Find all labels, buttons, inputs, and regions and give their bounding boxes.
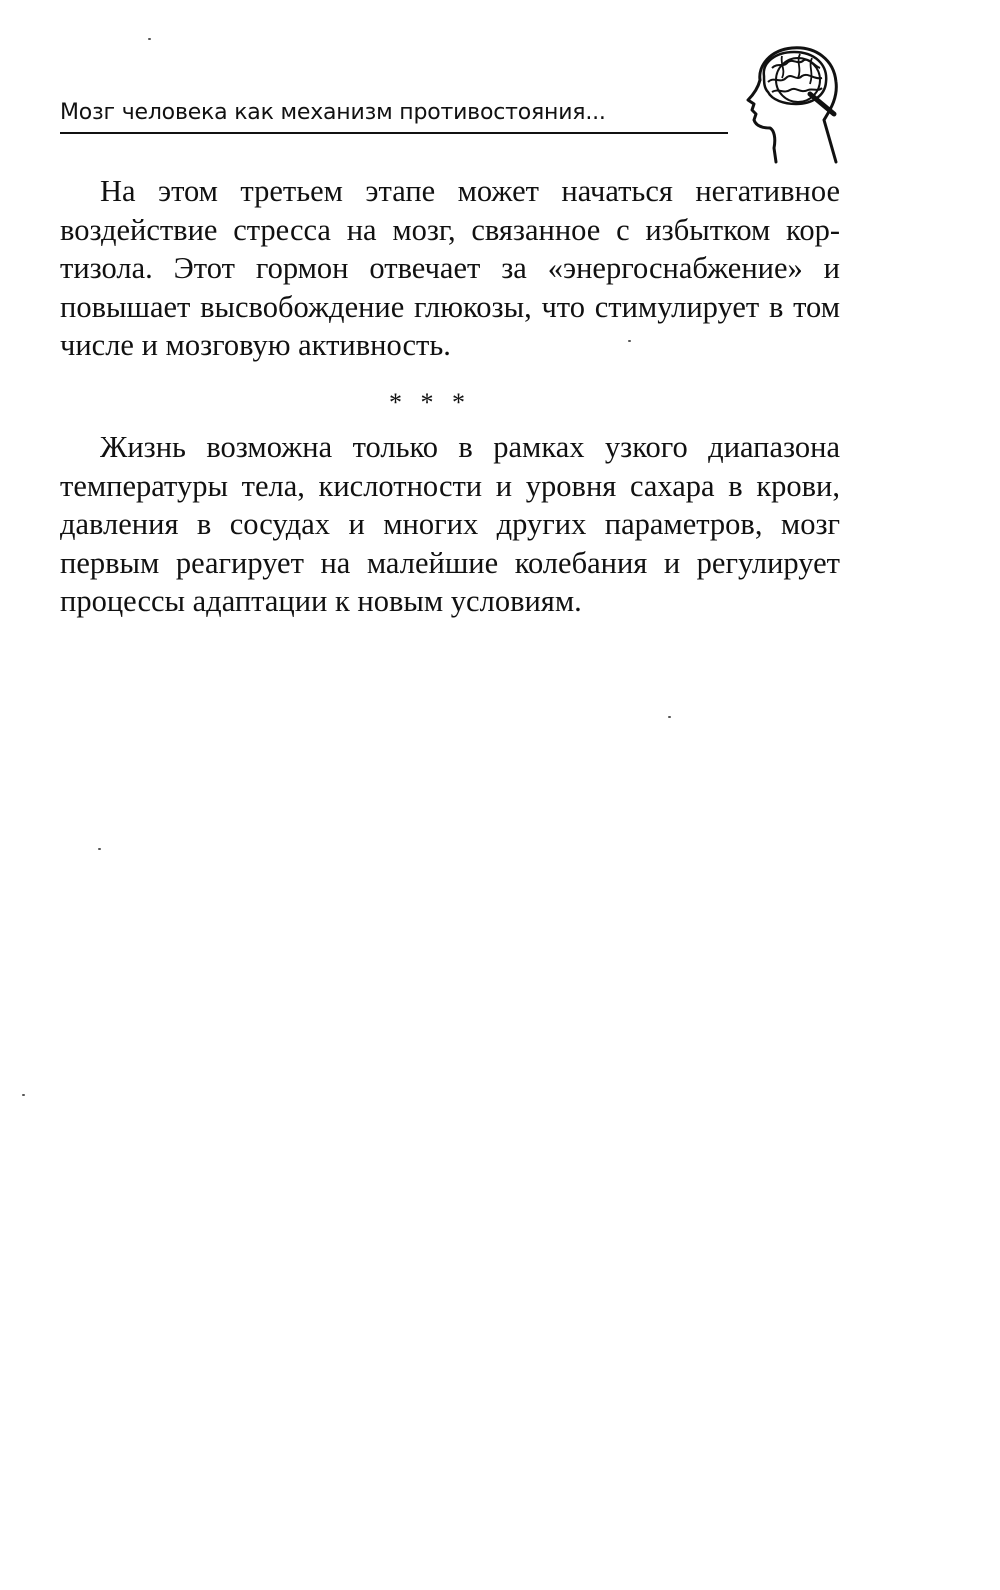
body-paragraph-1-container: [60, 172, 840, 365]
scan-speck: [98, 848, 101, 850]
scan-speck: [668, 716, 671, 718]
body-paragraph-2-container: [60, 428, 840, 621]
scan-speck: [148, 38, 151, 40]
section-separator: * * *: [389, 388, 471, 417]
body-paragraph-1: На этом третьем этапе может начаться негативное воздействие стресса на мозг, связанное с избытком кортизола. Этот гормон отвечает за «энергоснабжение» и повышает высвобождение глюкозы, что стимулирует в том числе и мозговую активность.: [60, 174, 840, 362]
running-title: Мозг человека как механизм противостояния...: [60, 100, 606, 125]
scan-speck: [22, 1094, 25, 1096]
running-header: [60, 98, 728, 134]
brain-head-icon: [738, 38, 848, 166]
scan-speck: [628, 340, 631, 342]
body-paragraph-2: Жизнь возможна только в рамках узкого диапазона температуры тела, кислотности и уровня сахара в крови, давления в сосудах и многих других параметров, мозг первым реагирует на малейшие колебания и регулирует процессы адаптации к новым условиям.: [60, 430, 840, 618]
